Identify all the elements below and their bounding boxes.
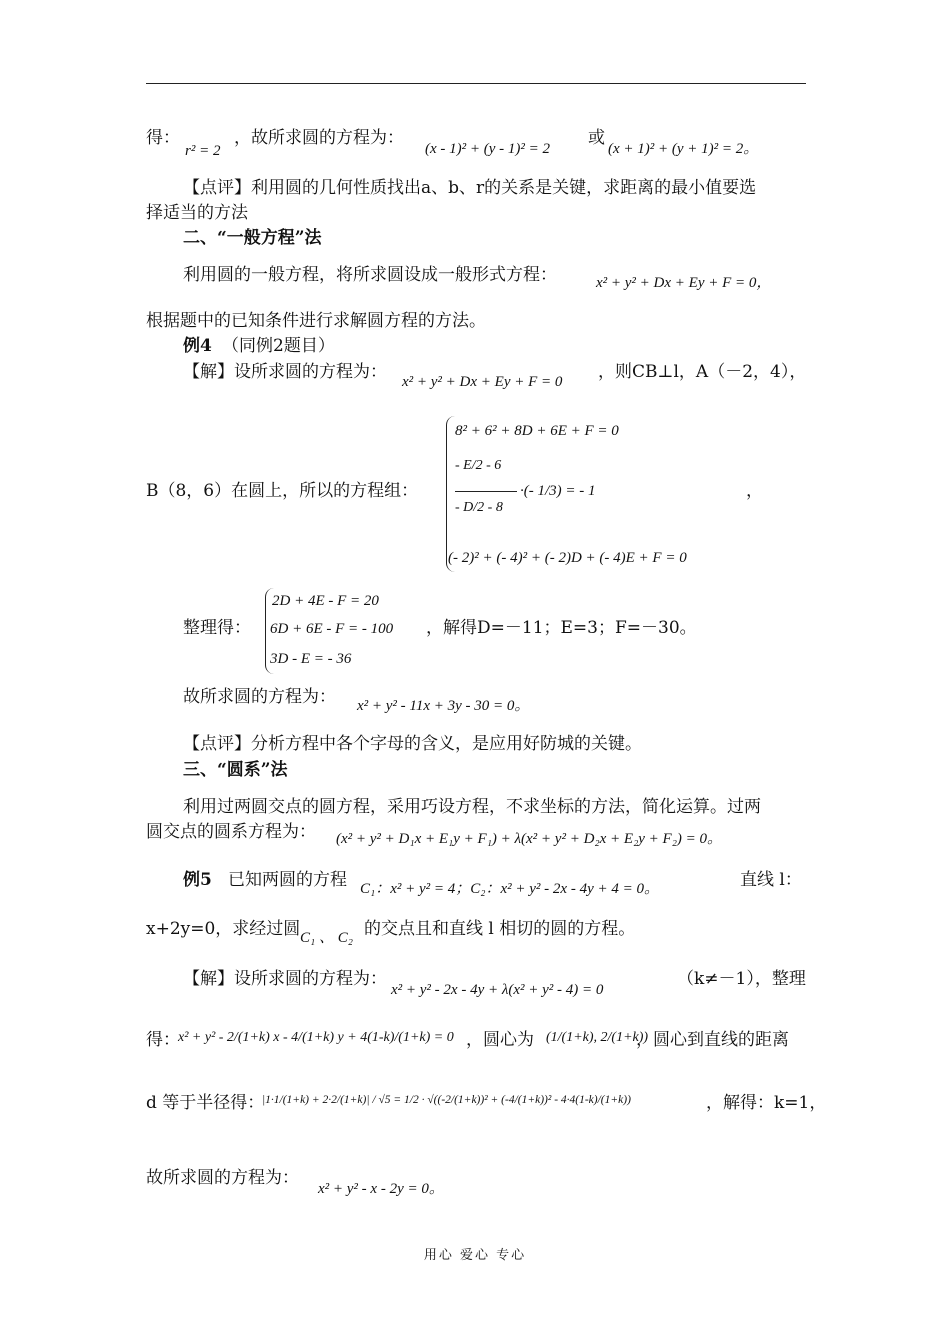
comment-1-line-b: 择适当的方法	[146, 203, 248, 223]
heading-circle-family: 三、“圆系”法	[183, 760, 288, 780]
formula-c1-c2: C₁ 、 C₂	[300, 930, 353, 946]
paragraph-general-a: 利用圆的一般方程，将所求圆设成一般形式方程：	[183, 265, 557, 285]
heading-general-equation: 二、“一般方程”法	[183, 228, 322, 248]
formula-solution-4: x² + y² + Dx + Ey + F = 0	[402, 374, 563, 390]
page-footer: 用心 爱心 专心	[423, 1248, 527, 1263]
system-eq-2-numerator: - E/2 - 6	[455, 458, 502, 473]
formula-distance-equation: |1·1/(1+k) + 2·2/(1+k)| / √5 = 1/2 · √((-2/(1+k))² + (-4/(1+k))² - 4·4(1-k)/(1+k))	[262, 1094, 631, 1106]
paragraph-family-b: 圆交点的圆系方程为：	[146, 822, 316, 842]
formula-solution-5: x² + y² - 2x - 4y + λ(x² + y² - 4) = 0	[391, 982, 604, 998]
solution-5-center: ，圆心为	[466, 1030, 534, 1050]
solution-5-intro: 【解】设所求圆的方程为：	[183, 969, 387, 989]
system-intro: B（8，6）在圆上，所以的方程组：	[146, 481, 419, 501]
formula-expanded: x² + y² - 2/(1+k) x - 4/(1+k) y + 4(1-k)/(1+k) = 0	[178, 1030, 454, 1045]
text-or: 或	[588, 128, 605, 148]
tidy-result: ，解得D=－11；E=3；F=－30。	[426, 618, 697, 638]
system-comma: ，	[746, 481, 763, 501]
system-eq-2-tail: ·(- 1/3) = - 1	[520, 483, 596, 499]
solution-5-radius: d 等于半径得：	[146, 1093, 265, 1113]
solution-5-tail: （k≠－1），整理	[677, 969, 806, 989]
paragraph-general-b: 根据题中的已知条件进行求解圆方程的方法。	[146, 311, 486, 331]
example-4-label: 例4	[183, 336, 212, 356]
solution-5-de: 得：	[146, 1030, 180, 1050]
text-answer-intro: ，故所求圆的方程为：	[234, 128, 404, 148]
tidy-eq-1: 2D + 4E - F = 20	[272, 593, 379, 609]
formula-center: (1/(1+k), 2/(1+k))	[546, 1030, 649, 1045]
formula-circle-2: (x + 1)² + (y + 1)² = 2。	[608, 141, 759, 157]
system-eq-3: (- 2)² + (- 4)² + (- 2)D + (- 4)E + F = 0	[448, 550, 687, 566]
paragraph-family-a: 利用过两圆交点的圆方程，采用巧设方程，不求坐标的方法，简化运算。过两	[183, 797, 761, 817]
example-5-text-a: 已知两圆的方程	[228, 870, 347, 890]
answer-4-intro: 故所求圆的方程为：	[183, 687, 336, 707]
example-5-label: 例5	[183, 870, 212, 890]
example-4-text: （同例2题目）	[222, 336, 335, 356]
solution-4-tail: ，则CB⊥l，A（－2，4），	[598, 362, 807, 382]
solution-5-result: ，解得：k=1，	[706, 1093, 827, 1113]
example-5-text-b: x+2y=0，求经过圆	[146, 919, 301, 939]
comment-1-line-a: 【点评】利用圆的几何性质找出a、b、r的关系是关键，求距离的最小值要选	[183, 178, 757, 198]
tidy-label: 整理得：	[183, 618, 251, 638]
solution-5-distance: ，圆心到直线的距离	[636, 1030, 789, 1050]
formula-r-squared: r² = 2	[185, 143, 221, 159]
answer-5-intro: 故所求圆的方程为：	[146, 1168, 299, 1188]
formula-general-form: x² + y² + Dx + Ey + F = 0，	[596, 275, 772, 291]
system-eq-1: 8² + 6² + 8D + 6E + F = 0	[455, 423, 619, 439]
example-5-text-c: 的交点且和直线 l 相切的圆的方程。	[364, 919, 636, 939]
formula-two-circles: C₁：x² + y² = 4；C₂：x² + y² - 2x - 4y + 4 = 0。	[360, 881, 659, 897]
answer-5-formula: x² + y² - x - 2y = 0。	[318, 1181, 444, 1197]
solution-4-intro: 【解】设所求圆的方程为：	[183, 362, 387, 382]
text-de: 得：	[146, 128, 180, 148]
tidy-eq-3: 3D - E = - 36	[270, 651, 352, 667]
system-eq-2-denominator: - D/2 - 8	[455, 500, 503, 515]
header-rule	[146, 83, 806, 84]
tidy-eq-2: 6D + 6E - F = - 100	[270, 621, 394, 637]
comment-2: 【点评】分析方程中各个字母的含义，是应用好防城的关键。	[183, 734, 642, 754]
formula-circle-family: (x² + y² + D₁x + E₁y + F₁) + λ(x² + y² + D₂x + E₂y + F₂) = 0。	[336, 831, 723, 847]
answer-4-formula: x² + y² - 11x + 3y - 30 = 0。	[357, 698, 530, 714]
system-fraction-bar	[455, 491, 517, 492]
example-5-line: 直线 l：	[740, 870, 802, 890]
formula-circle-1: (x - 1)² + (y - 1)² = 2	[425, 141, 551, 157]
